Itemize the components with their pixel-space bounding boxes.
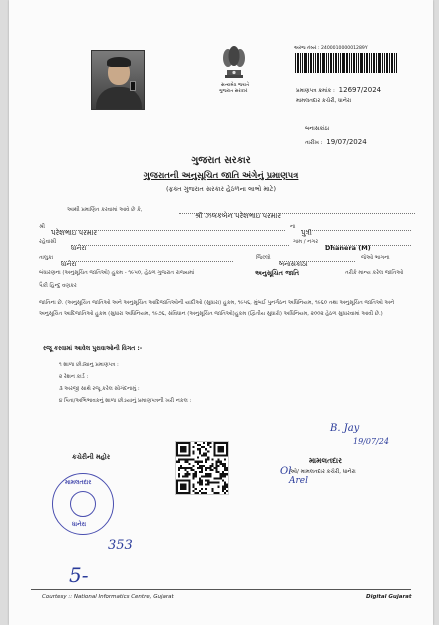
handwritten-signature: Arel bbox=[289, 476, 309, 486]
handwritten-number: 353 bbox=[108, 538, 133, 553]
certificate-number bbox=[296, 86, 381, 95]
application-number: અરજ નંબર : 240001000001289Y bbox=[294, 46, 368, 51]
handwritten-initials: B. Jay bbox=[330, 423, 360, 434]
caste-value: અનુસૂચિત જાતિ bbox=[255, 269, 300, 277]
handwritten-date: 19/07/24 bbox=[353, 437, 389, 446]
handwritten-mark: 5- bbox=[69, 563, 89, 587]
issue-date bbox=[305, 138, 367, 147]
shri-label: શ્રી bbox=[39, 224, 45, 230]
emblem-caption-2: ગુજરાત સરકાર bbox=[219, 89, 248, 94]
officer-office: ઓ/ મામલતદાર કચેરી, ધાનેરા bbox=[290, 469, 356, 475]
national-emblem-icon bbox=[214, 40, 254, 88]
certificate-number-label: પ્રમાણપત્ર ક્રમાંક : bbox=[296, 88, 335, 94]
na-label: ના bbox=[290, 224, 296, 230]
govt-title: ગુજરાત સરકાર bbox=[191, 155, 251, 166]
seal-label: કચેરીની મહોર bbox=[72, 453, 111, 461]
father-name-line bbox=[51, 220, 285, 237]
certify-label: આથી પ્રમાણિત કરવામાં આવે છે કે, bbox=[67, 207, 143, 213]
footer-credit: Courtesy :: National Informatics Centre, Gujarat bbox=[42, 594, 174, 600]
jillo-value: બનાસકાંઠા bbox=[279, 260, 308, 268]
bhag-label: જેઓ ભાગના bbox=[361, 255, 390, 261]
caste-line-a: બંધારણના (અનુસૂચિત જાતિઓ) હુકમ - ૧૯૫૦, હેઠળ ગુજરાત રાજ્યમાં bbox=[39, 270, 195, 276]
barcode bbox=[295, 53, 403, 73]
jillo-label: જિલ્લો bbox=[256, 255, 271, 261]
evidence-item: ૪ પિતા/અભિભાવકનું શાળા છોડયાનું પ્રમાણપત્રની ખરી નકલ : bbox=[59, 398, 192, 404]
footer-brand: Digital Gujarat bbox=[366, 594, 412, 600]
evidence-list bbox=[59, 362, 191, 410]
ravasi-label: રહેવાસી bbox=[39, 239, 57, 245]
stamp-text-bottom: ધાનેરા bbox=[72, 521, 87, 528]
footer-rule bbox=[31, 589, 411, 590]
officer-title: મામલતદાર bbox=[309, 456, 342, 465]
relation: પુત્રી bbox=[301, 229, 312, 237]
applicant-name-line bbox=[179, 203, 415, 220]
taluka-label: તાલુકા bbox=[39, 255, 54, 261]
issuing-office: મામલતદાર કચેરી, ધાનેરા bbox=[296, 98, 352, 104]
legal-paragraph: જાતિના છે. (અનુસૂચિત જાતિઓ અને અનુસૂચિત આદિજાતિઓની યાદીઓ (સુધારા) હુકમ, ૧૯૫૬, મુંબઈ પુનર્ગઠન અધિનિયમ, ૧૯૬૦ તથા અનુસૂચિત જાતિઓ અને અનુસૂચિત આદિજાતિઓ હુકમ (સુધારા અધિનિયમ, ૧૯૭૬, સંવિધાન (અનુસૂચિત જાતિઓ)હુકમ (દ્વિતીય સુધારો) અધિનિયમ, ૨૦૦૨ હેઠળ સુધારવામાં આવી છે.) bbox=[39, 300, 395, 317]
gam-value: Dhanera (M) bbox=[325, 244, 371, 252]
qr-code bbox=[175, 441, 229, 495]
stamp-text-top: મામલતદાર bbox=[65, 479, 92, 486]
father-name: પરેશભાઇ પરમાર bbox=[51, 229, 98, 237]
applicant-name: શ્રી ઝલકબેન પરેશભાઇ પરમાર bbox=[195, 212, 281, 220]
certificate-subtitle: (ફક્ત ગુજરાત સરકાર હેઠળના લાભો માટે) bbox=[166, 185, 276, 193]
gam-line bbox=[325, 235, 411, 252]
certificate-title: ગુજરાતની અનુસૂચિત જાતિ અંગેનું પ્રમાણપત્ર bbox=[143, 171, 299, 181]
relation-line bbox=[301, 220, 411, 237]
taluka-value: ધાનેરા bbox=[61, 260, 77, 268]
caste-line-b: તરીકે માન્ય કરેલ જાતિઓ bbox=[345, 270, 404, 276]
ravasi-value: ધાનેરા bbox=[71, 244, 87, 252]
issuing-district: બનાસકાંઠા bbox=[305, 126, 330, 132]
jillo-line bbox=[279, 251, 355, 268]
applicant-photo bbox=[91, 50, 145, 110]
ravasi-line bbox=[71, 235, 289, 252]
taluka-line bbox=[61, 251, 233, 268]
evidence-item: ૧ શાળા છોડ્યાનુ પ્રમાણપત્ર : bbox=[59, 362, 119, 368]
emblem-caption-1: સત્યમેવ જયતે bbox=[221, 83, 250, 88]
evidence-item: ૨ રેશન કાર્ડ : bbox=[59, 374, 89, 380]
certificate-number-value: 12697/2024 bbox=[338, 86, 382, 94]
evidence-heading: રજૂ કરવામાં આવેલ પુરાવાઓની વિગત :- bbox=[43, 345, 143, 352]
certificate-page bbox=[9, 0, 433, 625]
issue-date-label: તારીખ : bbox=[305, 140, 323, 146]
stamp-emblem-icon bbox=[70, 491, 96, 517]
gam-label: ગામ / નગર bbox=[293, 239, 319, 245]
office-stamp bbox=[52, 473, 114, 535]
hindu-line: પૈકી હિન્દુ વણકર bbox=[39, 283, 77, 289]
handwritten-for: Ol bbox=[280, 466, 292, 477]
evidence-item: ૩ અરજી સાથે રજૂ કરેલ સોગંદનામું : bbox=[59, 386, 140, 392]
issue-date-value: 19/07/2024 bbox=[326, 138, 367, 146]
